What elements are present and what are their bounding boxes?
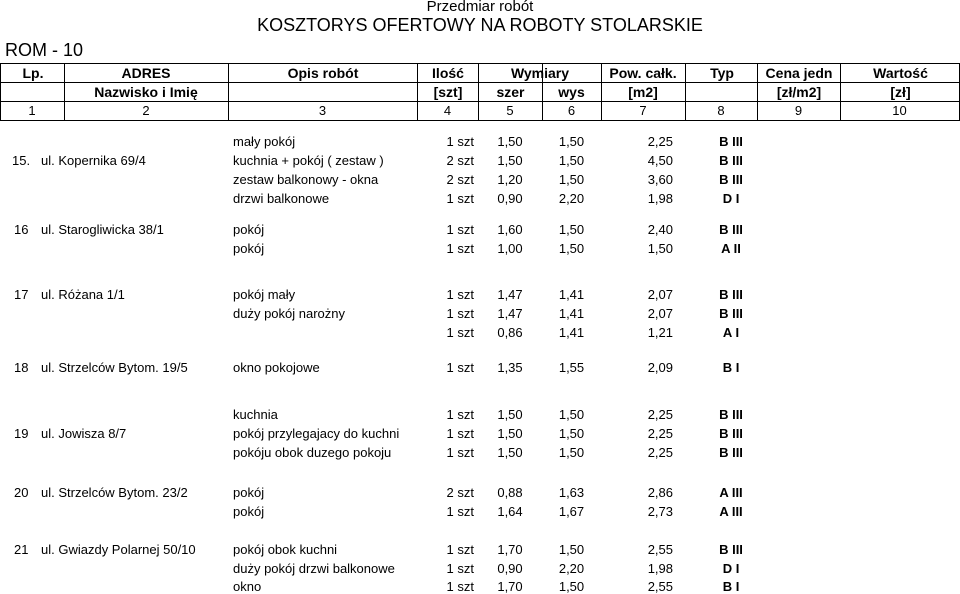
header-cell: wys [558, 84, 585, 100]
type-code: B III [719, 134, 743, 149]
height-value: 1,50 [558, 222, 585, 237]
header-cell: Wartość [873, 65, 928, 81]
width-value: 0,90 [497, 191, 523, 206]
address: ul. Jowisza 8/7 [41, 426, 127, 441]
height-value: 1,41 [558, 325, 585, 340]
work-description: pokój [233, 485, 265, 500]
height-value: 1,67 [558, 504, 585, 519]
total-area: 1,98 [647, 561, 673, 576]
width-value: 1,20 [497, 172, 523, 187]
row-number: 16 [14, 222, 29, 237]
header-cell: [m2] [628, 84, 658, 100]
work-description: pokój przylegajacy do kuchni [233, 426, 400, 441]
type-code: A III [719, 485, 743, 500]
height-value: 1,50 [558, 172, 585, 187]
header-cell: [zł/m2] [776, 84, 822, 100]
quantity: 2 szt [446, 172, 474, 187]
height-value: 1,50 [558, 153, 585, 168]
height-value: 1,50 [558, 241, 585, 256]
total-area: 2,07 [647, 287, 673, 302]
width-value: 0,90 [497, 561, 523, 576]
quantity: 1 szt [446, 222, 474, 237]
header-cell: [zł] [890, 84, 911, 100]
width-value: 1,35 [497, 360, 523, 375]
header-cell: ADRES [121, 65, 171, 81]
type-code: B III [719, 222, 743, 237]
total-area: 1,21 [647, 325, 673, 340]
width-value: 1,50 [497, 426, 523, 441]
quantity: 1 szt [446, 360, 474, 375]
width-value: 1,50 [497, 445, 523, 460]
row-number: 20 [14, 485, 29, 500]
work-description: pokój mały [233, 287, 296, 302]
quantity: 1 szt [446, 325, 474, 340]
header-rule [0, 101, 960, 102]
column-number: 4 [443, 103, 452, 118]
work-description: pokój obok kuchni [233, 542, 338, 557]
height-value: 1,50 [558, 134, 585, 149]
quantity: 2 szt [446, 153, 474, 168]
height-value: 1,50 [558, 579, 585, 594]
type-code: D I [722, 191, 740, 206]
total-area: 2,86 [647, 485, 673, 500]
height-value: 2,20 [558, 191, 585, 206]
header-rule [0, 120, 960, 121]
quantity: 1 szt [446, 287, 474, 302]
header-cell: [szt] [433, 84, 463, 100]
height-value: 1,50 [558, 407, 585, 422]
work-description: pokój [233, 504, 265, 519]
column-number: 1 [28, 103, 36, 118]
column-number: 9 [794, 103, 803, 118]
work-description: okno pokojowe [233, 360, 320, 375]
work-description: okno [233, 579, 262, 594]
address: ul. Strzelców Bytom. 23/2 [41, 485, 188, 500]
total-area: 2,55 [647, 579, 673, 594]
header-cell: Opis robót [287, 65, 359, 81]
address: ul. Strzelców Bytom. 19/5 [41, 360, 188, 375]
total-area: 2,73 [647, 504, 673, 519]
document-code: ROM - 10 [5, 40, 84, 60]
type-code: B III [719, 426, 743, 441]
address: ul. Gwiazdy Polarnej 50/10 [41, 542, 196, 557]
total-area: 4,50 [647, 153, 673, 168]
work-description: pokój [233, 241, 265, 256]
header-cell: Pow. całk. [609, 65, 677, 81]
type-code: B I [722, 360, 740, 375]
work-description: drzwi balkonowe [233, 191, 330, 206]
width-value: 1,64 [497, 504, 523, 519]
total-area: 2,25 [647, 407, 673, 422]
work-description: duży pokój drzwi balkonowe [233, 561, 395, 576]
quantity: 1 szt [446, 426, 474, 441]
type-code: B III [719, 153, 743, 168]
type-code: B III [719, 287, 743, 302]
quantity: 2 szt [446, 485, 474, 500]
work-description: pokój [233, 222, 265, 237]
column-number: 5 [506, 103, 514, 118]
type-code: B III [719, 306, 743, 321]
height-value: 1,63 [558, 485, 585, 500]
total-area: 2,40 [647, 222, 673, 237]
header-rule [0, 82, 960, 83]
height-value: 2,20 [558, 561, 585, 576]
row-number: 15. [12, 153, 31, 168]
document-subtitle: Przedmiar robót [426, 0, 534, 15]
column-number: 2 [142, 103, 150, 118]
header-cell: Nazwisko i Imię [94, 84, 198, 100]
total-area: 2,09 [647, 360, 673, 375]
total-area: 2,25 [647, 445, 673, 460]
header-cell: Wymiary [510, 65, 570, 81]
type-code: D I [722, 561, 740, 576]
type-code: B III [719, 407, 743, 422]
width-value: 1,50 [497, 153, 523, 168]
quantity: 1 szt [446, 306, 474, 321]
width-value: 1,50 [497, 134, 523, 149]
width-value: 1,00 [497, 241, 523, 256]
width-value: 0,88 [497, 485, 523, 500]
quantity: 1 szt [446, 542, 474, 557]
document-title: KOSZTORYS OFERTOWY NA ROBOTY STOLARSKIE [257, 15, 703, 35]
height-value: 1,50 [558, 445, 585, 460]
type-code: B III [719, 172, 743, 187]
column-number: 10 [892, 103, 907, 118]
width-value: 1,50 [497, 407, 523, 422]
row-number: 21 [14, 542, 29, 557]
total-area: 2,55 [647, 542, 673, 557]
total-area: 3,60 [647, 172, 673, 187]
row-number: 17 [14, 287, 29, 302]
quantity: 1 szt [446, 134, 474, 149]
quantity: 1 szt [446, 241, 474, 256]
quantity: 1 szt [446, 407, 474, 422]
quantity: 1 szt [446, 445, 474, 460]
width-value: 1,70 [497, 542, 523, 557]
work-description: zestaw balkonowy - okna [233, 172, 379, 187]
height-value: 1,50 [558, 542, 585, 557]
height-value: 1,55 [558, 360, 585, 375]
header-cell: Ilość [432, 65, 464, 81]
width-value: 1,70 [497, 579, 523, 594]
header-cell: Lp. [22, 65, 44, 81]
work-description: kuchnia [233, 407, 278, 422]
width-value: 1,47 [497, 287, 523, 302]
row-number: 18 [14, 360, 29, 375]
row-number: 19 [14, 426, 29, 441]
work-description: mały pokój [233, 134, 296, 149]
type-code: B III [719, 445, 743, 460]
type-code: A II [721, 241, 741, 256]
height-value: 1,41 [558, 306, 585, 321]
type-code: B III [719, 542, 743, 557]
address: ul. Kopernika 69/4 [41, 153, 146, 168]
header-cell: Typ [710, 65, 734, 81]
address: ul. Różana 1/1 [41, 287, 125, 302]
quantity: 1 szt [446, 579, 474, 594]
total-area: 1,50 [647, 241, 673, 256]
height-value: 1,50 [558, 426, 585, 441]
type-code: A I [722, 325, 740, 340]
header-cell: Cena jedn [765, 65, 833, 81]
total-area: 2,25 [647, 426, 673, 441]
work-description: pokóju obok duzego pokoju [233, 445, 392, 460]
total-area: 2,25 [647, 134, 673, 149]
column-number: 7 [639, 103, 647, 118]
width-value: 0,86 [497, 325, 523, 340]
column-number: 8 [717, 103, 725, 118]
header-cell: szer [496, 84, 525, 100]
width-value: 1,60 [497, 222, 523, 237]
type-code: A III [719, 504, 743, 519]
column-number: 6 [567, 103, 576, 118]
quantity: 1 szt [446, 191, 474, 206]
header-rule [0, 63, 960, 64]
address: ul. Starogliwicka 38/1 [41, 222, 164, 237]
total-area: 2,07 [647, 306, 673, 321]
total-area: 1,98 [647, 191, 673, 206]
quantity: 1 szt [446, 561, 474, 576]
work-description: kuchnia + pokój ( zestaw ) [233, 153, 384, 168]
column-number: 3 [318, 103, 327, 118]
quantity: 1 szt [446, 504, 474, 519]
type-code: B I [722, 579, 740, 594]
height-value: 1,41 [558, 287, 585, 302]
width-value: 1,47 [497, 306, 523, 321]
work-description: duży pokój narożny [233, 306, 346, 321]
